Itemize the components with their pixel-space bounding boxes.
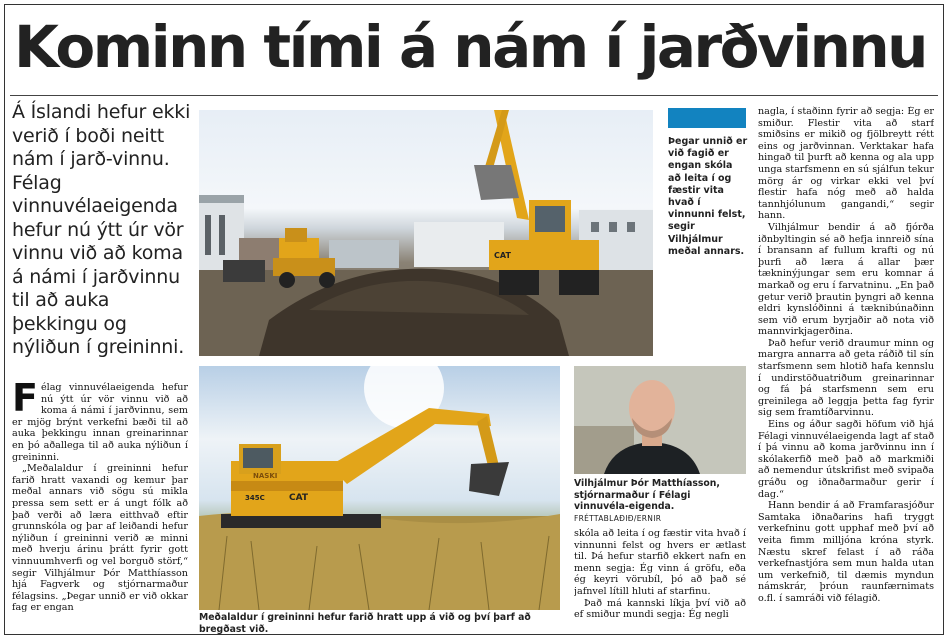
- loader-brand-text: CAT: [494, 251, 511, 260]
- body-paragraph: Vilhjálmur bendir á að fjórða iðnbyltingin sé að hefja innreið sína í bransann af fullum krafti og nú þurfi að læra á allar þær tækninýjungar sem eru komnar á markað og eru í farvatninu. „En það getur verið þrautin þyngri að kenna eldri kynslóðinni á tæknibúnaðinn sem við erum byrjaðir að nota við mannvirkjagerðina.: [758, 221, 934, 338]
- body-column-4: [758, 106, 934, 630]
- body-column-1: [12, 382, 188, 630]
- excavator-caption: Meðalaldur í greininni hefur farið hratt upp á við og því þarf að bregðast við.: [199, 612, 531, 635]
- body-paragraph: Eins og áður sagði höfum við hjá Félagi vinnuvélaeigenda lagt af stað í þá vinnu að koma jarðvinnu inn í skólakerfið með það að markmiði að nemendur útskrifist með svipaða gráðu og iðnaðarmaður gerir í dag.“: [758, 419, 934, 500]
- lead-paragraph: Á Íslandi hefur ekki verið í boði neitt nám í jarð-vinnu. Félag vinnuvélaeigenda hefur nú ýtt úr vör vinnu við að koma á námi í jarðvinnu til að auka þekkingu og nýliðun í greininni.: [12, 101, 191, 358]
- excavator-model-text: 345C: [245, 494, 265, 502]
- headline-rule: [10, 95, 938, 96]
- excavator-photo: [199, 366, 560, 610]
- portrait-caption: [574, 478, 746, 524]
- construction-site-illustration: [199, 110, 653, 356]
- body-paragraph: Hann bendir á að Framfarasjóður Samtaka iðnaðarins hafi tryggt verkefninu gott upphaf með því að veita fimm milljóna króna styrk. Næstu skref felast í að ráða verkefnastjóra sem mun halda utan um verkefnið, til dæmis myndun námskrár, þróun raunfærnimats o.fl. í samráði við félagið.: [758, 500, 934, 604]
- body-column-3: [574, 528, 746, 630]
- body-paragraph: Það má kannski líkja því við að ef smiður mundi segja: Ég negli: [574, 597, 746, 621]
- drop-cap: F: [12, 382, 38, 420]
- pull-quote-accent-bar: [668, 108, 746, 128]
- pull-quote: Þegar unnið er við fagið er engan skóla að leita í og fæstir vita hvað í vinnunni felst, segir Vilhjálmur meðal annars.: [668, 136, 748, 257]
- headline: Kominn tími á nám í jarðvinnu: [14, 13, 926, 81]
- body-paragraph: skóla að leita í og fæstir vita hvað í vinnunni felst og hvers er ætlast til. Þá hefur starfið ekkert nafn en menn segja: Ég vinn á gröfu, eða ég keyri vörubíl, þó að það sé jafnvel lítill hluti af starfinu.: [574, 528, 746, 597]
- body-paragraph: nagla, í staðinn fyrir að segja: Ég er smiður. Flestir vita að starf smiðsins er mikið og fjölbreytt rétt eins og jarðvinnan. Verktakar hafa hingað til þurft að kenna og ala upp unga starfsmenn en sú sjálfun tekur mörg ár og virkar ekki vel því flestir hafa nóg með að halda tannhjólunum gangandi,“ segir hann.: [758, 106, 934, 222]
- portrait-illustration: [574, 366, 746, 474]
- construction-site-photo: [199, 110, 653, 356]
- body-paragraph: Félag vinnuvélaeigenda hefur nú ýtt úr vör vinnu við að koma á námi í jarðvinnu, sem er mjög brýnt verkefni bæði til að auka þekkingu innan greinarinnar en þó aðallega til að auka nýliðun í greininni.: [12, 382, 188, 463]
- excavator-brand-text: CAT: [289, 493, 309, 503]
- excavator-illustration: [199, 366, 560, 610]
- photo-credit: FRÉTTABLAÐIÐ/ERNIR: [574, 513, 662, 523]
- body-paragraph: Það hefur verið draumur minn og margra annarra að geta ráðið til sín starfsmenn sem hlotið hafa kennslu í undirstöðuatriðum greinarinnar og fá þá starfsmenn sem eru greinilega að leggja þetta fag fyrir sig sem framtíðarvinnu.: [758, 337, 934, 419]
- excavator-company-text: NASKI: [253, 472, 278, 480]
- portrait-photo: [574, 366, 746, 474]
- portrait-caption-text: Vilhjálmur Þór Matthíasson, stjórnarmaður í Félagi vinnuvéla-eigenda.: [574, 478, 720, 512]
- body-paragraph: „Meðalaldur í greininni hefur farið hratt vaxandi og kemur þar meðal annars við sögu sú mikla pressa sem sett er á ungt fólk að það verði að læra eitthvað eftir grunnskóla og þar af leiðandi hefur nýliðun í greininni verið æ minni með hverju árinu þrátt fyrir gott vinnuumhverfi og vel borguð störf,“ segir Vilhjálmur Þór Matthíasson hjá Fagverk og stjórnarmaður félagsins. „Þegar unnið er við okkar fag er engan: [12, 463, 188, 614]
